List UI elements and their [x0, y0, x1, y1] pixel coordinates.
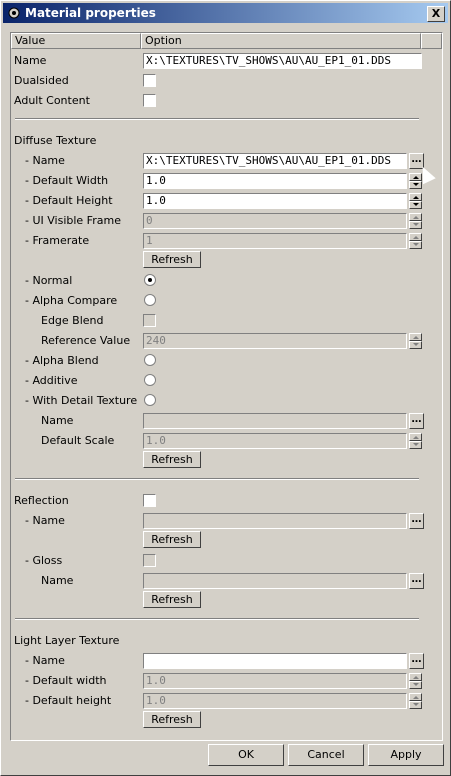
- detail-texture-radio[interactable]: [144, 394, 156, 406]
- header-value[interactable]: Value: [11, 33, 141, 49]
- detail-scale-label: Default Scale: [41, 434, 115, 447]
- diffuse-refresh-button[interactable]: Refresh: [143, 251, 201, 268]
- diffuse-name-label: - Name: [25, 154, 65, 167]
- detail-scale-field[interactable]: 1.0: [143, 433, 407, 449]
- reflection-browse-button[interactable]: [409, 513, 424, 529]
- dualsided-checkbox[interactable]: [143, 74, 156, 87]
- reflection-refresh-button[interactable]: Refresh: [143, 531, 201, 548]
- gloss-browse-button[interactable]: [409, 573, 424, 589]
- name-field[interactable]: X:\TEXTURES\TV_SHOWS\AU\AU_EP1_01.DDS: [143, 53, 422, 69]
- normal-radio[interactable]: [144, 274, 156, 286]
- light-height-field[interactable]: 1.0: [143, 693, 407, 709]
- window-title: Material properties: [25, 6, 156, 20]
- apply-button[interactable]: Apply: [368, 744, 444, 766]
- gloss-name-label: Name: [41, 574, 74, 587]
- header-option[interactable]: Option: [141, 33, 421, 49]
- gloss-name-field[interactable]: [143, 573, 407, 589]
- detail-name-field[interactable]: [143, 413, 407, 429]
- ellipsis-icon: …: [411, 154, 422, 165]
- ellipsis-icon: …: [411, 654, 422, 665]
- gloss-label: - Gloss: [25, 554, 63, 567]
- detail-refresh-button[interactable]: Refresh: [143, 451, 201, 468]
- name-label: Name: [14, 54, 47, 67]
- framerate-spinner[interactable]: [409, 233, 422, 249]
- framerate-field[interactable]: 1: [143, 233, 407, 249]
- diffuse-height-spinner[interactable]: [409, 193, 422, 209]
- reference-value-spinner[interactable]: [409, 333, 422, 349]
- title-bar[interactable]: [3, 3, 448, 23]
- reflection-checkbox[interactable]: [143, 494, 156, 507]
- additive-label: - Additive: [25, 374, 78, 387]
- diffuse-width-label: - Default Width: [25, 174, 109, 187]
- cancel-button[interactable]: Cancel: [288, 744, 364, 766]
- reflection-section-label: Reflection: [14, 494, 69, 507]
- detail-name-label: Name: [41, 414, 74, 427]
- additive-radio[interactable]: [144, 374, 156, 386]
- separator: [15, 478, 419, 480]
- gloss-refresh-button[interactable]: Refresh: [143, 591, 201, 608]
- diffuse-width-field[interactable]: 1.0: [143, 173, 407, 189]
- reference-value-field[interactable]: 240: [143, 333, 407, 349]
- edge-blend-label: Edge Blend: [41, 314, 104, 327]
- close-button[interactable]: X: [427, 6, 445, 22]
- light-width-field[interactable]: 1.0: [143, 673, 407, 689]
- detail-browse-button[interactable]: [409, 413, 424, 429]
- light-name-field[interactable]: [143, 653, 407, 669]
- ui-visible-frame-spinner[interactable]: [409, 213, 422, 229]
- reflection-name-label: - Name: [25, 514, 65, 527]
- alpha-blend-label: - Alpha Blend: [25, 354, 99, 367]
- framerate-label: - Framerate: [25, 234, 90, 247]
- ellipsis-icon: …: [411, 414, 422, 425]
- ok-button[interactable]: OK: [208, 744, 284, 766]
- ellipsis-icon: …: [411, 574, 422, 585]
- reflection-name-field[interactable]: [143, 513, 407, 529]
- light-refresh-button[interactable]: Refresh: [143, 711, 201, 728]
- diffuse-height-label: - Default Height: [25, 194, 113, 207]
- light-name-label: - Name: [25, 654, 65, 667]
- detail-texture-label: - With Detail Texture: [25, 394, 138, 407]
- gloss-checkbox[interactable]: [143, 554, 156, 567]
- detail-scale-spinner[interactable]: [409, 433, 422, 449]
- dualsided-label: Dualsided: [14, 74, 69, 87]
- alpha-compare-radio[interactable]: [144, 294, 156, 306]
- ellipsis-icon: …: [411, 514, 422, 525]
- light-section-label: Light Layer Texture: [14, 634, 120, 647]
- reference-value-label: Reference Value: [41, 334, 131, 347]
- alpha-blend-radio[interactable]: [144, 354, 156, 366]
- light-width-spinner[interactable]: [409, 673, 422, 689]
- separator: [15, 618, 419, 620]
- alpha-compare-label: - Alpha Compare: [25, 294, 118, 307]
- edge-blend-checkbox[interactable]: [143, 314, 156, 327]
- adult-content-label: Adult Content: [14, 94, 90, 107]
- light-height-spinner[interactable]: [409, 693, 422, 709]
- ui-visible-frame-field[interactable]: 0: [143, 213, 407, 229]
- light-browse-button[interactable]: [409, 653, 424, 669]
- separator: [15, 118, 419, 120]
- adult-content-checkbox[interactable]: [143, 94, 156, 107]
- properties-grid: [10, 32, 443, 741]
- header-filler: [421, 33, 442, 49]
- normal-label: - Normal: [25, 274, 73, 287]
- light-width-label: - Default width: [25, 674, 107, 687]
- diffuse-section-label: Diffuse Texture: [14, 134, 97, 147]
- ui-visible-frame-label: - UI Visible Frame: [25, 214, 121, 227]
- diffuse-name-field[interactable]: X:\TEXTURES\TV_SHOWS\AU\AU_EP1_01.DDS: [143, 153, 407, 169]
- app-icon: [7, 6, 21, 20]
- light-height-label: - Default height: [25, 694, 112, 707]
- diffuse-height-field[interactable]: 1.0: [143, 193, 407, 209]
